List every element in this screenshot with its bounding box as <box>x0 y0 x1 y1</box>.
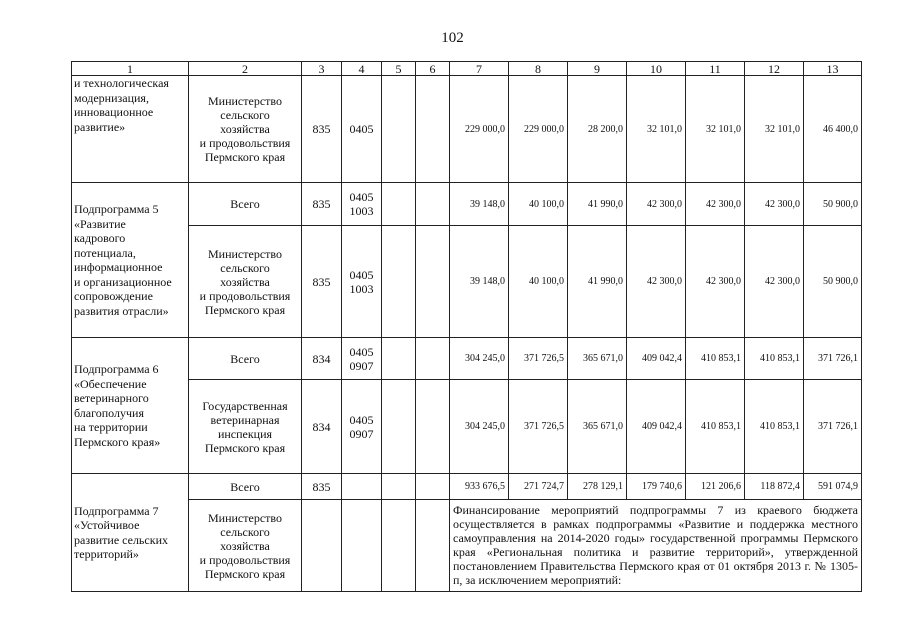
column-number: 2 <box>189 62 302 76</box>
amount-cell: 371 726,5 <box>509 338 568 380</box>
column-number: 6 <box>416 62 450 76</box>
executor-name: Всего <box>230 351 260 366</box>
empty-cell <box>416 474 450 500</box>
table-row <box>72 500 862 592</box>
amount-cell: 229 000,0 <box>509 76 568 183</box>
amount-cell: 933 676,5 <box>450 474 509 500</box>
section-code: 0405 1003 <box>349 267 374 296</box>
amount-cell: 410 853,1 <box>686 380 745 474</box>
amount-cell: 42 300,0 <box>627 226 686 338</box>
amount-cell: 28 200,0 <box>568 76 627 183</box>
amount-cell: 409 042,4 <box>627 380 686 474</box>
budget-table <box>71 61 862 592</box>
empty-cell <box>382 500 416 592</box>
section-code-cell <box>342 76 382 183</box>
section-code-cell <box>342 474 382 500</box>
column-number: 3 <box>302 62 342 76</box>
column-number: 10 <box>627 62 686 76</box>
empty-cell <box>416 500 450 592</box>
section-code-cell <box>342 338 382 380</box>
executor-cell <box>189 474 302 500</box>
empty-cell <box>382 226 416 338</box>
amount-cell: 371 726,1 <box>804 338 862 380</box>
executor-cell <box>189 338 302 380</box>
amount-cell: 365 671,0 <box>568 380 627 474</box>
grbs-code: 835 <box>302 226 342 338</box>
executor-cell <box>189 226 302 338</box>
section-code: 0405 1003 <box>349 190 374 218</box>
executor-name: Всего <box>230 197 260 211</box>
grbs-code: 835 <box>302 474 342 500</box>
amount-cell: 40 100,0 <box>509 226 568 338</box>
column-number: 1 <box>72 62 189 76</box>
amount-cell: 32 101,0 <box>745 76 804 183</box>
program-name-cell <box>72 183 189 338</box>
empty-cell <box>382 474 416 500</box>
amount-cell: 42 300,0 <box>686 226 745 338</box>
section-code-cell <box>342 380 382 474</box>
program-name: Подпрограмма 5 «Развитие кадрового потенциала, информационное и организационное сопровождение развития отрасли» <box>74 202 172 318</box>
amount-cell: 591 074,9 <box>804 474 862 500</box>
amount-cell: 409 042,4 <box>627 338 686 380</box>
executor-cell <box>189 76 302 183</box>
section-code: 0405 0907 <box>349 344 374 373</box>
program-name: Подпрограмма 6 «Обеспечение ветеринарного благополучия на территории Пермского края» <box>74 362 161 449</box>
amount-cell: 371 726,5 <box>509 380 568 474</box>
executor-name: Государственная ветеринарная инспекция Пермского края <box>202 398 288 455</box>
program-name: и технологическая модернизация, инновационное развитие» <box>74 76 169 134</box>
amount-cell: 179 740,6 <box>627 474 686 500</box>
table-row <box>72 474 862 500</box>
grbs-code: 834 <box>302 338 342 380</box>
executor-name: Министерство сельского хозяйства и продовольствия Пермского края <box>199 510 291 581</box>
amount-cell: 42 300,0 <box>745 226 804 338</box>
section-code: 0405 <box>349 122 374 136</box>
column-number: 9 <box>568 62 627 76</box>
column-number: 7 <box>450 62 509 76</box>
empty-cell <box>382 76 416 183</box>
empty-cell <box>302 500 342 592</box>
amount-cell: 304 245,0 <box>450 380 509 474</box>
empty-cell <box>416 380 450 474</box>
grbs-code: 834 <box>302 380 342 474</box>
executor-name: Министерство сельского хозяйства и продовольствия Пермского края <box>199 246 291 317</box>
program-name: Подпрограмма 7 «Устойчивое развитие сельских территорий» <box>74 503 168 561</box>
executor-name: Всего <box>230 479 260 494</box>
table-row <box>72 380 862 474</box>
empty-cell <box>342 500 382 592</box>
amount-cell: 50 900,0 <box>804 183 862 226</box>
amount-cell: 410 853,1 <box>745 380 804 474</box>
amount-cell: 410 853,1 <box>686 338 745 380</box>
column-number: 4 <box>342 62 382 76</box>
amount-cell: 40 100,0 <box>509 183 568 226</box>
amount-cell: 39 148,0 <box>450 226 509 338</box>
column-number: 13 <box>804 62 862 76</box>
amount-cell: 42 300,0 <box>627 183 686 226</box>
empty-cell <box>382 380 416 474</box>
amount-cell: 118 872,4 <box>745 474 804 500</box>
program-name-cell <box>72 338 189 474</box>
amount-cell: 46 400,0 <box>804 76 862 183</box>
amount-cell: 229 000,0 <box>450 76 509 183</box>
column-number: 11 <box>686 62 745 76</box>
amount-cell: 32 101,0 <box>627 76 686 183</box>
table-row <box>72 226 862 338</box>
amount-cell: 278 129,1 <box>568 474 627 500</box>
column-number: 12 <box>745 62 804 76</box>
table-row <box>72 76 862 183</box>
table-row <box>72 183 862 226</box>
table-row <box>72 338 862 380</box>
empty-cell <box>382 183 416 226</box>
page-number: 102 <box>441 30 464 46</box>
amount-cell: 371 726,1 <box>804 380 862 474</box>
executor-cell <box>189 500 302 592</box>
column-number-row <box>72 62 862 76</box>
program-name-cell <box>72 474 189 592</box>
amount-cell: 39 148,0 <box>450 183 509 226</box>
amount-cell: 42 300,0 <box>745 183 804 226</box>
empty-cell <box>382 338 416 380</box>
executor-cell <box>189 380 302 474</box>
financing-note: Финансирование мероприятий подпрограммы 7 из краевого бюджета осуществляется в рамках подпрограммы «Развитие и поддержка местного самоуправления на 2014-2020 годы» государственной программы Пермского края «Региональная политика и развитие территорий», утвержденной постановлением Правительства Пермского края от 01 октября 2013 г. № 1305-п, за исключением мероприятий: <box>450 500 862 592</box>
amount-cell: 304 245,0 <box>450 338 509 380</box>
column-number: 8 <box>509 62 568 76</box>
empty-cell <box>416 338 450 380</box>
amount-cell: 42 300,0 <box>686 183 745 226</box>
amount-cell: 121 206,6 <box>686 474 745 500</box>
amount-cell: 271 724,7 <box>509 474 568 500</box>
amount-cell: 50 900,0 <box>804 226 862 338</box>
empty-cell <box>416 226 450 338</box>
grbs-code: 835 <box>302 76 342 183</box>
empty-cell <box>416 183 450 226</box>
amount-cell: 41 990,0 <box>568 183 627 226</box>
executor-name: Министерство сельского хозяйства и продовольствия Пермского края <box>199 94 291 164</box>
grbs-code: 835 <box>302 183 342 226</box>
program-name-cell <box>72 76 189 183</box>
section-code-cell <box>342 183 382 226</box>
amount-cell: 410 853,1 <box>745 338 804 380</box>
section-code-cell <box>342 226 382 338</box>
section-code: 0405 0907 <box>349 412 374 441</box>
executor-cell <box>189 183 302 226</box>
empty-cell <box>416 76 450 183</box>
amount-cell: 41 990,0 <box>568 226 627 338</box>
column-number: 5 <box>382 62 416 76</box>
amount-cell: 365 671,0 <box>568 338 627 380</box>
amount-cell: 32 101,0 <box>686 76 745 183</box>
